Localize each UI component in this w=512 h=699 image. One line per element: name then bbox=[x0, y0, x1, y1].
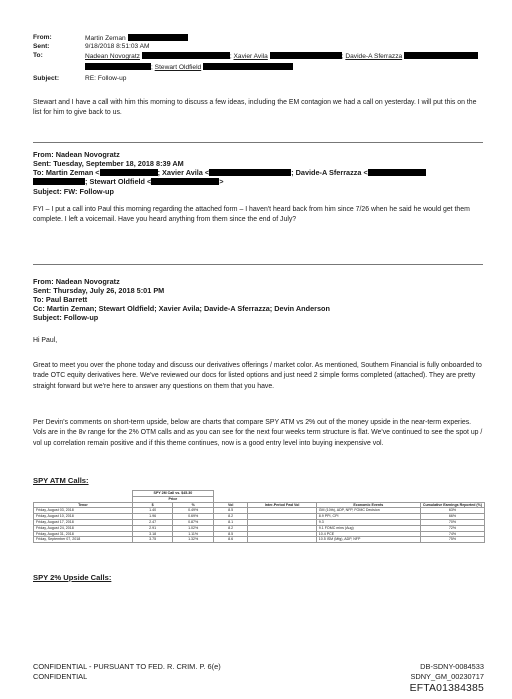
table-cell: Friday, August 10, 2018 bbox=[34, 514, 133, 520]
msg3-para2: Per Devin's comments on short-term upside, below are charts that compare SPY ATM vs 2% out of the money upside in the near-term experies. Vols are in the 8v range for the 2% OTM calls and as you can see for the next four weeks term structure is flat. We've continued to see the spot up / vol up correlation remain positive and if this theme continues, now is a good entry level into buying inexpensive vol. bbox=[33, 419, 483, 447]
redaction bbox=[142, 52, 230, 59]
footer-confidential-rule: CONFIDENTIAL - PURSUANT TO FED. R. CRIM. P. 6(e) bbox=[33, 662, 221, 671]
table-cell: 8.2 bbox=[213, 525, 247, 531]
msg3-subject-text: Subject: Follow-up bbox=[33, 313, 99, 322]
table-cell: 1.96 bbox=[132, 514, 173, 520]
col-header: % bbox=[173, 502, 214, 508]
table-cell: 9.3 bbox=[316, 519, 420, 525]
redaction bbox=[151, 178, 219, 185]
table-group-title: SPY 2M Call vs. $45.30 bbox=[132, 491, 213, 497]
table-cell: 66% bbox=[420, 514, 484, 520]
redaction bbox=[404, 52, 478, 59]
redaction bbox=[368, 169, 426, 176]
col-header: Cumulative Earnings Reported (%) bbox=[420, 502, 484, 508]
table-cell: 75% bbox=[420, 537, 484, 543]
col-header: Vol bbox=[213, 502, 247, 508]
msg3-sent-text: Sent: Thursday, July 26, 2018 5:01 PM bbox=[33, 286, 165, 295]
table-cell: 3.18 bbox=[132, 531, 173, 537]
redaction bbox=[203, 63, 293, 70]
redaction bbox=[85, 63, 151, 70]
spy-atm-table bbox=[33, 490, 485, 543]
table-cell: Friday, September 07, 2018 bbox=[34, 537, 133, 543]
table-cell: Friday, August 03, 2018 bbox=[34, 508, 133, 514]
reply-body: Stewart and I have a call with him this morning to discuss a few ideas, including the EM contagion we had a call on yesterday. I will put this on the list for him to give back to us. bbox=[33, 99, 477, 117]
table-cell: 63% bbox=[420, 508, 484, 514]
msg2-subject-text: Subject: FW: Follow-up bbox=[33, 187, 114, 196]
from-name: Martin Zeman bbox=[85, 35, 126, 42]
col-header: Tenor bbox=[34, 502, 133, 508]
redaction bbox=[33, 178, 85, 185]
subject-value: RE: Follow-up bbox=[85, 75, 127, 82]
to-name: Stewart Oldfield bbox=[154, 64, 202, 71]
table-cell: 2.47 bbox=[132, 519, 173, 525]
table-cell: 2.91 bbox=[132, 525, 173, 531]
table-cell: 8.6 bbox=[213, 537, 247, 543]
spy-atm-title: SPY ATM Calls: bbox=[33, 476, 89, 485]
message-separator bbox=[33, 142, 483, 143]
msg3-cc-text: Cc: Martin Zeman; Stewart Oldfield; Xavier Avila; Davide-A Sferrazza; Devin Anderson bbox=[33, 304, 330, 313]
redaction bbox=[128, 34, 188, 41]
to-name: Xavier Avila bbox=[233, 53, 268, 60]
col-header: $ bbox=[132, 502, 173, 508]
footer-sdny-number: SDNY_GM_00230717 bbox=[410, 672, 484, 681]
table-cell: 1.32% bbox=[173, 537, 214, 543]
redaction bbox=[270, 52, 342, 59]
msg2-to-name: Martin Zeman < bbox=[45, 168, 100, 177]
email-header bbox=[0, 0, 512, 90]
col-header: Inter-Period Fwd Vol bbox=[248, 502, 316, 508]
msg2-to-name: ; Davide-A Sferrazza < bbox=[291, 168, 368, 177]
to-value-continued: ; Stewart Oldfield bbox=[85, 63, 293, 73]
msg3-para1: Great to meet you over the phone today and discuss our derivatives offerings / market color. As mentioned, Southern Financial is fully onboarded to trade OTC equity derivatives here. We've reviewed our docs for listed options and just need 2 simple forms completed (attached). They are pretty straight forward but we're here to answer any questions on them that you have. bbox=[33, 362, 482, 390]
redaction bbox=[100, 169, 158, 176]
msg2-subject bbox=[33, 188, 114, 197]
msg3-from-text: From: Nadean Novogratz bbox=[33, 277, 120, 286]
subject-label: Subject: bbox=[33, 75, 60, 82]
table-cell: Friday, August 31, 2018 bbox=[34, 531, 133, 537]
to-value: Nadean Novogratz ; Xavier Avila ; Davide-A Sferrazza bbox=[85, 52, 478, 62]
bates-number: EFTA01384385 bbox=[409, 683, 484, 694]
table-cell: 8.1 bbox=[213, 519, 247, 525]
to-label: To: bbox=[33, 52, 43, 59]
table-cell: 0.49% bbox=[173, 508, 214, 514]
table-cell: 0.69% bbox=[173, 514, 214, 520]
table-cell: 1.02% bbox=[173, 525, 214, 531]
message-separator bbox=[33, 264, 483, 265]
redaction bbox=[209, 169, 291, 176]
msg2-to-close: > bbox=[219, 177, 224, 186]
to-name: Davide-A Sferrazza bbox=[345, 53, 403, 60]
table-cell: 8.5 bbox=[213, 508, 247, 514]
msg3-to-text: To: Paul Barrett bbox=[33, 295, 88, 304]
msg3-greeting: Hi Paul, bbox=[33, 337, 58, 344]
table-cell: 8.9 PPI, CPI bbox=[316, 514, 420, 520]
msg2-sent-text: Sent: Tuesday, September 18, 2018 8:39 AM bbox=[33, 159, 184, 168]
from-label: From: bbox=[33, 34, 52, 41]
table-cell: Friday, August 17, 2018 bbox=[34, 519, 133, 525]
footer-db-number: DB-SDNY-0084533 bbox=[420, 662, 484, 671]
table-cell: 8.2 bbox=[213, 514, 247, 520]
msg2-to-name: ; Stewart Oldfield < bbox=[85, 177, 152, 186]
footer-confidential: CONFIDENTIAL bbox=[33, 672, 88, 681]
table-cell: 3.75 bbox=[132, 537, 173, 543]
msg3-subject bbox=[33, 314, 98, 323]
msg2-to-name: ; Xavier Avila < bbox=[157, 168, 210, 177]
table-cell: 10.4 PCE bbox=[316, 531, 420, 537]
table-cell: 1.11% bbox=[173, 531, 214, 537]
sent-label: Sent: bbox=[33, 43, 50, 50]
col-header: Economic Events bbox=[316, 502, 420, 508]
msg2-to-continued bbox=[33, 178, 224, 187]
table-cell: 70% bbox=[420, 519, 484, 525]
table-row bbox=[34, 537, 485, 543]
table-cell: 0.87% bbox=[173, 519, 214, 525]
table-body bbox=[34, 508, 485, 543]
table-cell: 74% bbox=[420, 531, 484, 537]
table-cell: 10.5 ISM (Mfg), ADP, NFP bbox=[316, 537, 420, 543]
to-name: Nadean Novogratz bbox=[85, 53, 140, 60]
sent-value: 9/18/2018 8:51:03 AM bbox=[85, 43, 150, 50]
table-cell: 9.1 FOMC mins (Aug) bbox=[316, 525, 420, 531]
msg2-body: FYI – I put a call into Paul this morning regarding the attached form – I haven't heard back from him since 7/26 when he said he would get them complete. I left a voicemail. Have you heard anything from them since the end of July? bbox=[33, 206, 470, 224]
table-price-title: Price bbox=[132, 496, 213, 502]
table-cell: 72% bbox=[420, 525, 484, 531]
table-cell: 1.40 bbox=[132, 508, 173, 514]
msg2-from-text: From: Nadean Novogratz bbox=[33, 150, 120, 159]
table-cell: GM (10th), ADP, NFP, FOMC Decision bbox=[316, 508, 420, 514]
table-cell: 8.5 bbox=[213, 531, 247, 537]
table-cell bbox=[248, 537, 316, 543]
table-cell: Friday, August 24, 2018 bbox=[34, 525, 133, 531]
spy-2pct-title: SPY 2% Upside Calls: bbox=[33, 573, 112, 582]
msg2-to-label: To: bbox=[33, 168, 44, 177]
